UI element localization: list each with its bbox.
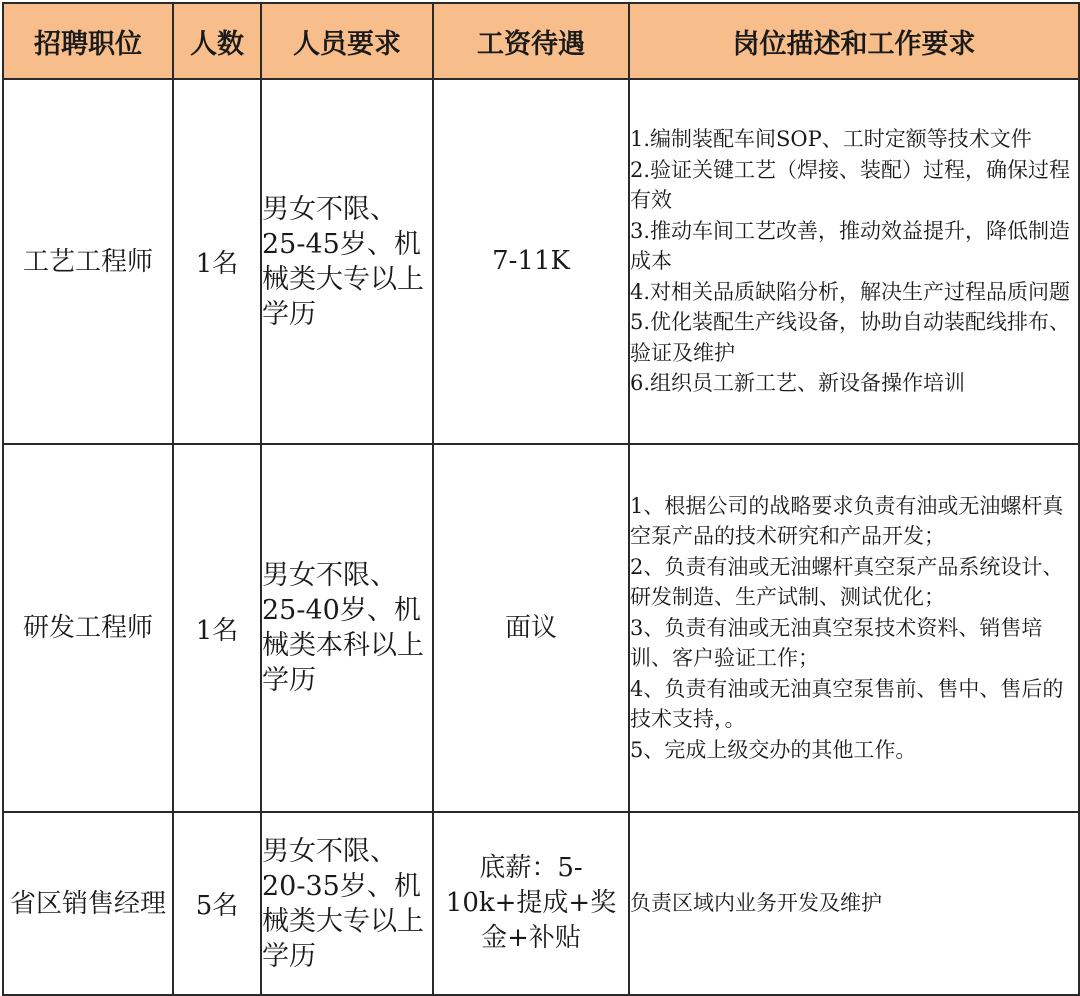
salary-cell: 7-11K xyxy=(433,79,629,444)
table-row xyxy=(3,79,1079,444)
description-item: 6.组织员工新工艺、新设备操作培训 xyxy=(630,371,966,396)
header-count: 人数 xyxy=(173,3,261,79)
count-cell: 1名 xyxy=(173,444,261,812)
requirements-cell: 男女不限、25-45岁、机械类大专以上学历 xyxy=(261,79,433,444)
position-cell: 工艺工程师 xyxy=(3,79,173,444)
description-cell xyxy=(629,79,1079,444)
header-position: 招聘职位 xyxy=(3,3,173,79)
description-item: 1.编制装配车间SOP、工时定额等技术文件 xyxy=(630,127,1032,152)
header-salary: 工资待遇 xyxy=(433,3,629,79)
count-cell: 5名 xyxy=(173,812,261,995)
description-cell xyxy=(629,812,1079,995)
recruitment-table xyxy=(2,2,1080,996)
salary-cell: 底薪：5-10k+提成+奖金+补贴 xyxy=(433,812,629,995)
header-requirements: 人员要求 xyxy=(261,3,433,79)
table-row xyxy=(3,444,1079,812)
count-cell: 1名 xyxy=(173,79,261,444)
description-item: 1、根据公司的战略要求负责有油或无油螺杆真空泵产品的技术研究和产品开发； xyxy=(630,493,1064,549)
header-description: 岗位描述和工作要求 xyxy=(629,3,1079,79)
requirements-cell: 男女不限、25-40岁、机械类本科以上学历 xyxy=(261,444,433,812)
description-item: 负责区域内业务开发及维护 xyxy=(630,891,882,916)
description-item: 3、负责有油或无油真空泵技术资料、销售培训、客户验证工作； xyxy=(630,615,1043,671)
description-item: 4.对相关品质缺陷分析，解决生产过程品质问题 xyxy=(630,279,1071,304)
table-row xyxy=(3,812,1079,995)
description-item: 5、完成上级交办的其他工作。 xyxy=(630,737,917,762)
salary-cell: 面议 xyxy=(433,444,629,812)
description-cell xyxy=(629,444,1079,812)
description-item: 4、负责有油或无油真空泵售前、售中、售后的技术支持，。 xyxy=(630,676,1064,732)
position-cell: 省区销售经理 xyxy=(3,812,173,995)
description-item: 2、负责有油或无油螺杆真空泵产品系统设计、研发制造、生产试制、测试优化； xyxy=(630,554,1064,610)
requirements-cell: 男女不限、20-35岁、机械类大专以上学历 xyxy=(261,812,433,995)
description-item: 5.优化装配生产线设备，协助自动装配线排布、验证及维护 xyxy=(630,310,1071,365)
position-cell: 研发工程师 xyxy=(3,444,173,812)
header-row xyxy=(3,3,1079,79)
description-item: 2.验证关键工艺（焊接、装配）过程，确保过程有效 xyxy=(630,157,1071,213)
description-item: 3.推动车间工艺改善，推动效益提升，降低制造成本 xyxy=(630,218,1071,274)
